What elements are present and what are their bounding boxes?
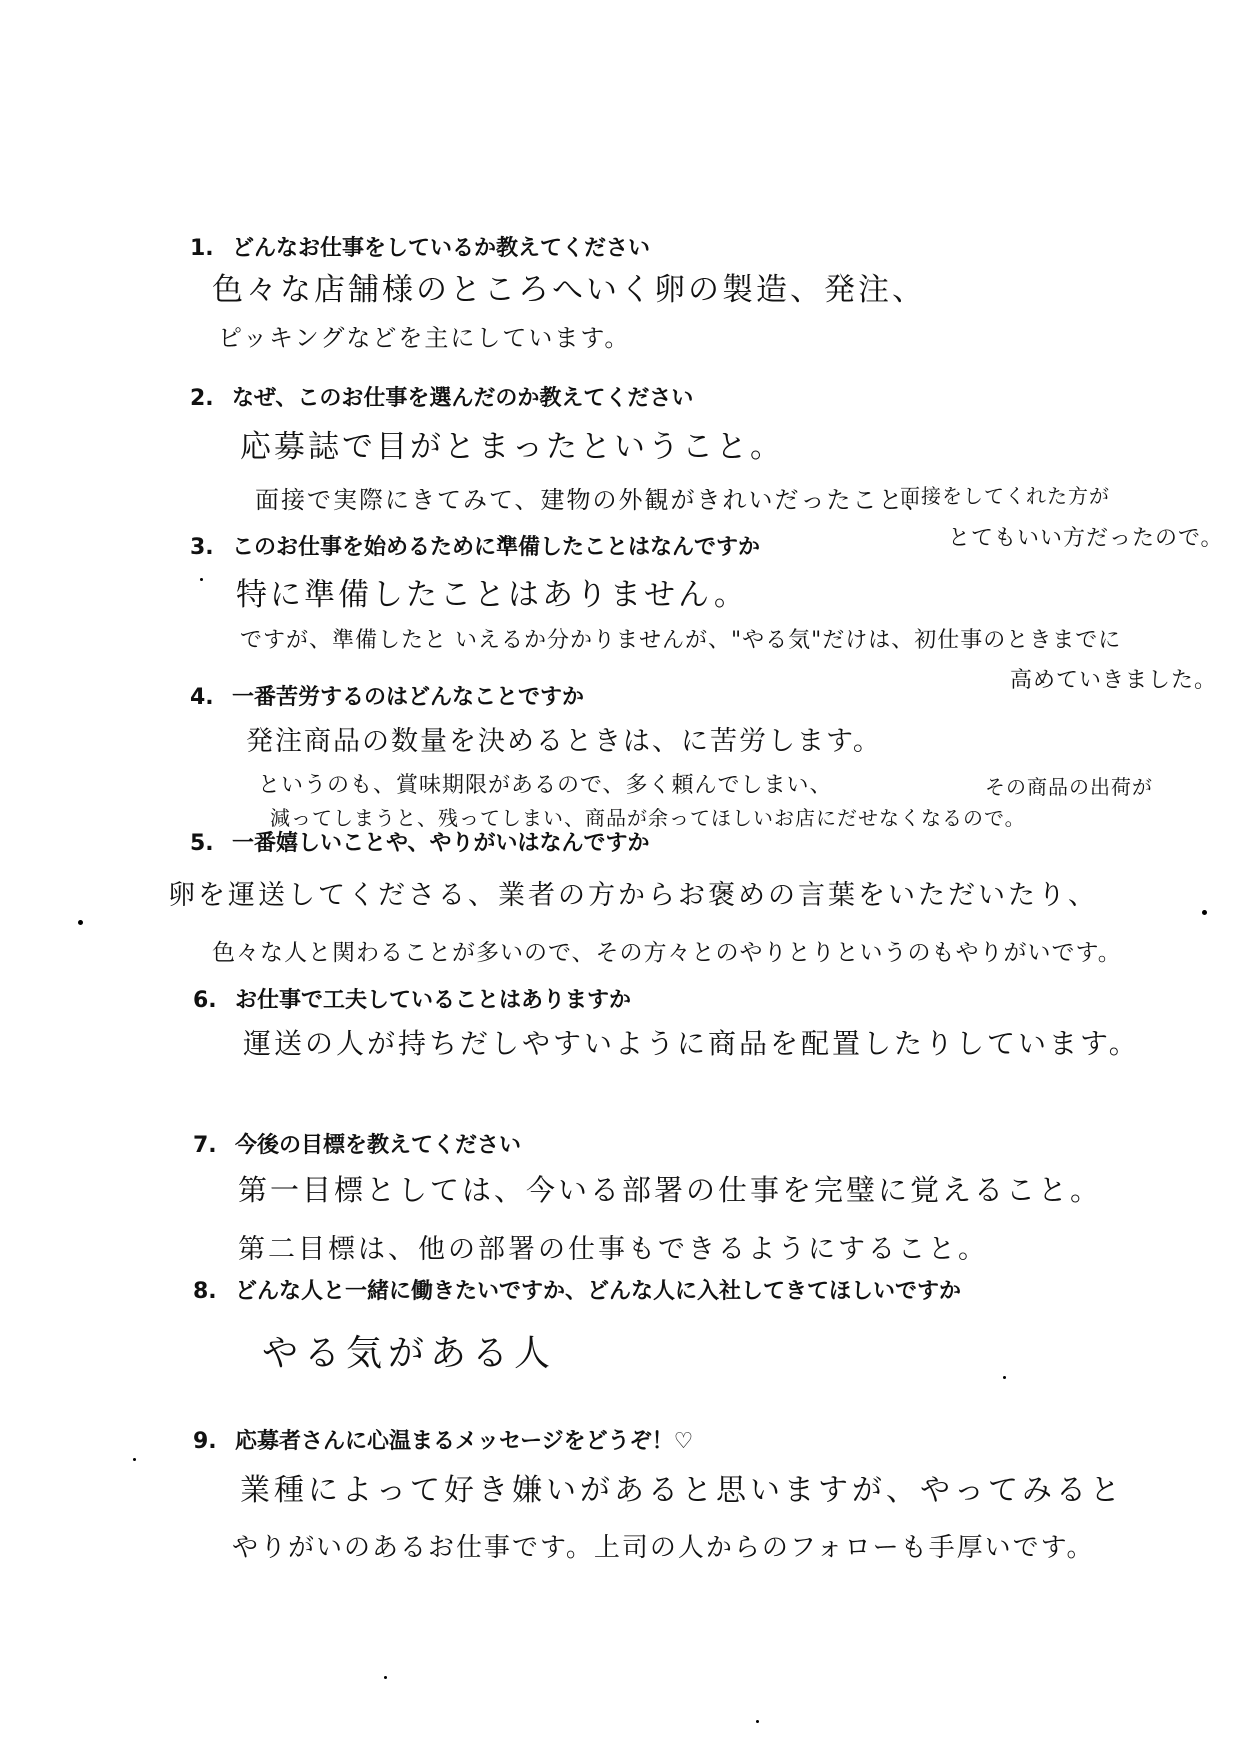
answer-3-line-3: 高めていきました。	[1010, 668, 1218, 693]
question-1	[190, 238, 650, 260]
question-text: 応募者さんに心温まるメッセージをどうぞ！♡	[235, 1429, 694, 1454]
scan-speck	[133, 1458, 136, 1461]
answer-5-line-1: 卵を運送してくださる、業者の方からお褒めの言葉をいただいたり、	[168, 880, 1098, 911]
question-number: 7.	[193, 1133, 217, 1158]
question-number: 4.	[190, 685, 214, 710]
question-8	[193, 1281, 961, 1303]
answer-9-line-2: やりがいのあるお仕事です。上司の人からのフォローも手厚いです。	[232, 1533, 1095, 1563]
answer-7-line-1: 第一目標としては、今いる部署の仕事を完璧に覚えること。	[238, 1173, 1103, 1207]
question-text: このお仕事を始めるために準備したことはなんですか	[232, 535, 761, 560]
question-number: 1.	[190, 236, 214, 261]
question-7	[193, 1135, 521, 1157]
answer-8-line-1: やる気がある人	[262, 1333, 557, 1374]
answer-2-line-2: 面接で実際にきてみて、建物の外観がきれいだったこと、	[255, 486, 931, 514]
scan-speck	[1202, 910, 1207, 915]
question-text: 今後の目標を教えてください	[235, 1133, 522, 1158]
answer-3-line-2: ですが、準備したと いえるか分かりませんが、"やる気"だけは、初仕事のときまでに	[240, 628, 1122, 653]
question-number: 5.	[190, 831, 214, 856]
question-4	[190, 687, 584, 709]
question-text: 一番苦労するのはどんなことですか	[232, 685, 585, 710]
question-text: 一番嬉しいことや、やりがいはなんですか	[232, 831, 650, 856]
scan-speck	[200, 578, 203, 581]
answer-9-line-1: 業種によって好き嫌いがあると思いますが、やってみると	[240, 1473, 1124, 1508]
question-text: お仕事で工夫していることはありますか	[235, 988, 632, 1013]
question-2	[190, 388, 693, 410]
answer-4-line-3: その商品の出荷が	[985, 775, 1153, 799]
question-6	[193, 990, 631, 1012]
question-5	[190, 833, 650, 855]
answer-2-line-4: とてもいい方だったので。	[948, 526, 1224, 551]
answer-4-line-4: 減ってしまうと、残ってしまい、商品が余ってほしいお店にだせなくなるので。	[270, 806, 1026, 830]
answer-4-line-1: 発注商品の数量を決めるときは、に苦労します。	[246, 726, 882, 757]
answer-6-line-1: 運送の人が持ちだしやすいように商品を配置したりしています。	[243, 1027, 1140, 1060]
scan-speck	[1003, 1376, 1006, 1379]
question-text: どんなお仕事をしているか教えてください	[232, 236, 651, 261]
question-number: 9.	[193, 1429, 217, 1454]
question-number: 8.	[193, 1279, 217, 1304]
question-text: なぜ、このお仕事を選んだのか教えてください	[232, 386, 694, 411]
answer-2-line-1: 応募誌で目がとまったということ。	[240, 429, 784, 465]
scan-speck	[756, 1720, 759, 1723]
scan-speck	[384, 1676, 387, 1679]
answer-4-line-2: というのも、賞味期限があるので、多く頼んでしまい、	[258, 773, 833, 798]
question-number: 6.	[193, 988, 217, 1013]
question-number: 2.	[190, 386, 214, 411]
answer-2-line-3: 面接をしてくれた方が	[900, 484, 1110, 508]
answer-1-line-2: ピッキングなどを主にしています。	[218, 324, 631, 352]
scan-speck	[78, 920, 83, 925]
answer-5-line-2: 色々な人と関わることが多いので、その方々とのやりとりというのもやりがいです。	[212, 940, 1122, 966]
question-3	[190, 537, 760, 559]
question-9	[193, 1431, 693, 1453]
answer-7-line-2: 第二目標は、他の部署の仕事もできるようにすること。	[238, 1234, 988, 1265]
question-number: 3.	[190, 535, 214, 560]
answer-1-line-1: 色々な店舗様のところへいく卵の製造、発注、	[212, 272, 926, 308]
question-text: どんな人と一緒に働きたいですか、どんな人に入社してきてほしいですか	[235, 1279, 962, 1304]
answer-3-line-1: 特に準備したことはありません。	[236, 577, 748, 613]
